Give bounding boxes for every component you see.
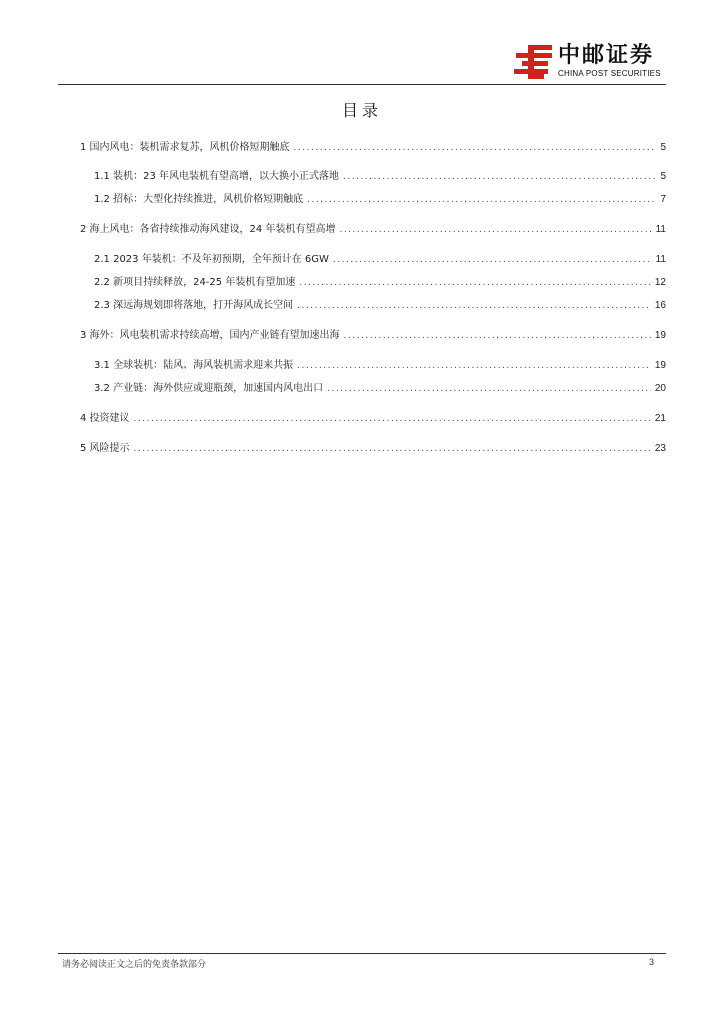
footer-divider bbox=[58, 953, 666, 954]
header-divider bbox=[58, 84, 666, 85]
toc-entry-title: 2.1 2023 年装机：不及年初预期，全年预计在 6GW bbox=[94, 254, 329, 265]
toc-entry[interactable] bbox=[94, 167, 666, 187]
toc-leader bbox=[339, 225, 651, 235]
toc-leader bbox=[307, 195, 656, 205]
logo-chinese-name: 中邮证券 bbox=[558, 43, 655, 68]
china-post-logo-icon bbox=[514, 44, 554, 80]
toc-entry-page: 19 bbox=[654, 360, 666, 371]
toc-leader bbox=[134, 414, 651, 424]
toc-entry[interactable] bbox=[94, 379, 666, 399]
logo-english-name: CHINA POST SECURITIES bbox=[558, 69, 661, 78]
toc-entry-page: 11 bbox=[655, 254, 666, 265]
toc-entry-page: 11 bbox=[655, 224, 666, 235]
toc-leader bbox=[294, 143, 657, 153]
toc-entry-title: 2.2 新项目持续释放，24-25 年装机有望加速 bbox=[94, 277, 296, 288]
footer-page-number: 3 bbox=[648, 957, 654, 967]
toc-entry[interactable] bbox=[94, 273, 666, 293]
toc-entry-page: 21 bbox=[654, 413, 666, 424]
toc-entry-page: 16 bbox=[654, 300, 666, 311]
toc-entry-title: 3 海外：风电装机需求持续高增，国内产业链有望加速出海 bbox=[80, 330, 340, 341]
toc-entry-title: 1.1 装机：23 年风电装机有望高增，以大换小正式落地 bbox=[94, 171, 339, 182]
toc-entry-title: 1.2 招标：大型化持续推进，风机价格短期触底 bbox=[94, 194, 304, 205]
toc-entry-page: 5 bbox=[660, 171, 666, 182]
toc-leader bbox=[299, 278, 651, 288]
toc-entry[interactable] bbox=[94, 190, 666, 210]
toc-entry-page: 23 bbox=[654, 443, 666, 454]
footer-disclaimer: 请务必阅读正文之后的免责条款部分 bbox=[62, 960, 207, 970]
toc-entry-title: 2 海上风电：各省持续推动海风建设，24 年装机有望高增 bbox=[80, 224, 336, 235]
toc-entry-title: 3.2 产业链：海外供应或迎瓶颈，加速国内风电出口 bbox=[94, 383, 324, 394]
toc-entry[interactable] bbox=[80, 439, 666, 459]
toc-title: 目录 bbox=[341, 101, 382, 120]
toc-leader bbox=[333, 255, 652, 265]
toc-entry-page: 7 bbox=[660, 194, 666, 205]
toc-entry-page: 20 bbox=[654, 383, 666, 394]
toc-leader bbox=[134, 444, 651, 454]
toc-entry-page: 19 bbox=[654, 330, 666, 341]
toc-leader bbox=[297, 301, 651, 311]
toc-leader bbox=[297, 361, 651, 371]
toc-entry-title: 5 风险提示 bbox=[80, 443, 130, 454]
toc-leader bbox=[344, 331, 651, 341]
toc-entry-page: 12 bbox=[654, 277, 666, 288]
toc-leader bbox=[343, 172, 656, 182]
toc-entry[interactable] bbox=[94, 296, 666, 316]
toc-entry[interactable] bbox=[80, 409, 666, 429]
toc-entry[interactable] bbox=[94, 250, 666, 270]
toc-entry-title: 3.1 全球装机：陆风、海风装机需求迎来共振 bbox=[94, 360, 294, 371]
toc-leader bbox=[327, 384, 651, 394]
toc-entry[interactable] bbox=[80, 138, 666, 158]
toc-entry-title: 2.3 深远海规划即将落地，打开海风成长空间 bbox=[94, 300, 294, 311]
toc-entry[interactable] bbox=[80, 220, 666, 240]
toc-entry[interactable] bbox=[80, 326, 666, 346]
toc-entry-title: 4 投资建议 bbox=[80, 413, 130, 424]
company-logo bbox=[514, 44, 666, 80]
toc-entry-title: 1 国内风电：装机需求复苏，风机价格短期触底 bbox=[80, 142, 290, 153]
toc-entry[interactable] bbox=[94, 356, 666, 376]
toc-entry-page: 5 bbox=[660, 142, 666, 153]
